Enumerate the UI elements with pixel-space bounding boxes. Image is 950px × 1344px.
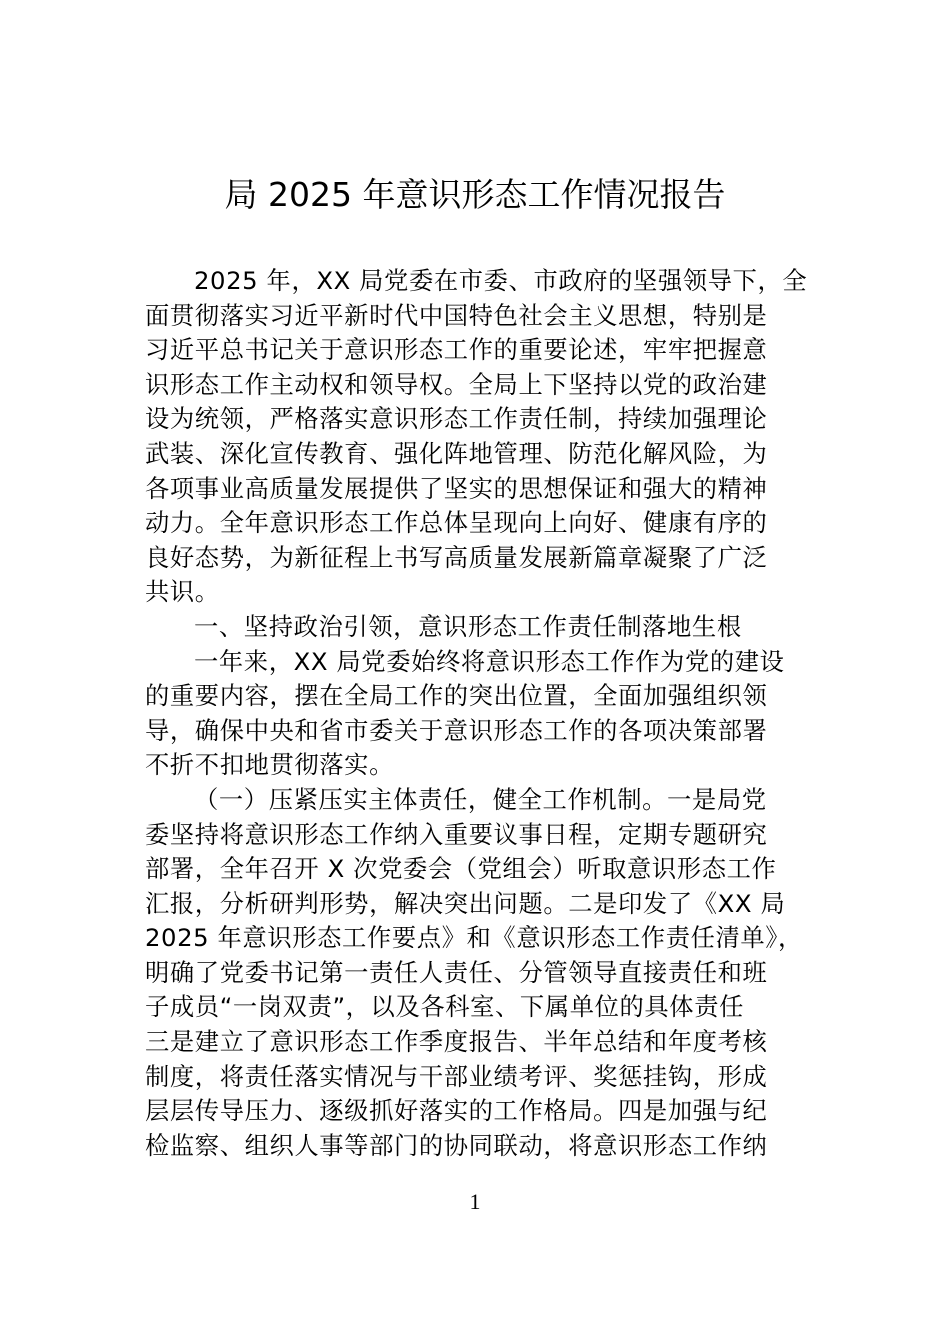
text-line: 良好态势，为新征程上书写高质量发展新篇章凝聚了广泛 [145,542,768,572]
text-line: 汇报，分析研判形势，解决突出问题。二是印发了《XX 局 [145,888,786,918]
text-line: 检监察、组织人事等部门的协同联动，将意识形态工作纳 [145,1130,768,1160]
text-line: 动力。全年意识形态工作总体呈现向上向好、健康有序的 [145,508,768,538]
text-line: 武装、深化宣传教育、强化阵地管理、防范化解风险，为 [145,438,768,468]
text-line: 设为统领，严格落实意识形态工作责任制，持续加强理论 [145,404,768,434]
text-line: 面贯彻落实习近平新时代中国特色社会主义思想，特别是 [145,300,768,330]
document-body [145,264,810,1163]
text-line: 部署，全年召开 X 次党委会（党组会）听取意识形态工作 [145,854,777,884]
text-line: 2025 年意识形态工作要点》和《意识形态工作责任清单》， [145,923,803,953]
text-line: 明确了党委书记第一责任人责任、分管领导直接责任和班 [145,957,768,987]
text-line: 委坚持将意识形态工作纳入重要议事日程，定期专题研究 [145,819,768,849]
page-number: 1 [469,1189,481,1214]
text-line: 子成员“一岗双责”，以及各科室、下属单位的具体责任 [145,992,745,1022]
text-line: 三是建立了意识形态工作季度报告、半年总结和年度考核 [145,1027,768,1057]
text-line: 共识。 [145,577,220,607]
text-line: 识形态工作主动权和领导权。全局上下坚持以党的政治建 [145,369,768,399]
text-line: 导，确保中央和省市委关于意识形态工作的各项决策部署 [145,715,768,745]
text-line: 2025 年，XX 局党委在市委、市政府的坚强领导下，全 [194,266,808,295]
document-title: 局 2025 年意识形态工作情况报告 [224,175,726,214]
text-line: 的重要内容，摆在全局工作的突出位置，全面加强组织领 [145,681,768,711]
subsection-line: （一）压紧压实主体责任，健全工作机制。一是局党 [194,784,767,814]
text-line: 一年来，XX 局党委始终将意识形态工作作为党的建设 [194,646,785,676]
section-heading: 一、坚持政治引领，意识形态工作责任制落地生根 [194,611,742,641]
text-line: 层层传导压力、逐级抓好落实的工作格局。四是加强与纪 [145,1096,768,1126]
text-line: 各项事业高质量发展提供了坚实的思想保证和强大的精神 [145,473,768,503]
text-line: 制度，将责任落实情况与干部业绩考评、奖惩挂钩，形成 [145,1061,768,1091]
text-line: 不折不扣地贯彻落实。 [145,750,394,780]
text-line: 习近平总书记关于意识形态工作的重要论述，牢牢把握意 [145,335,768,365]
